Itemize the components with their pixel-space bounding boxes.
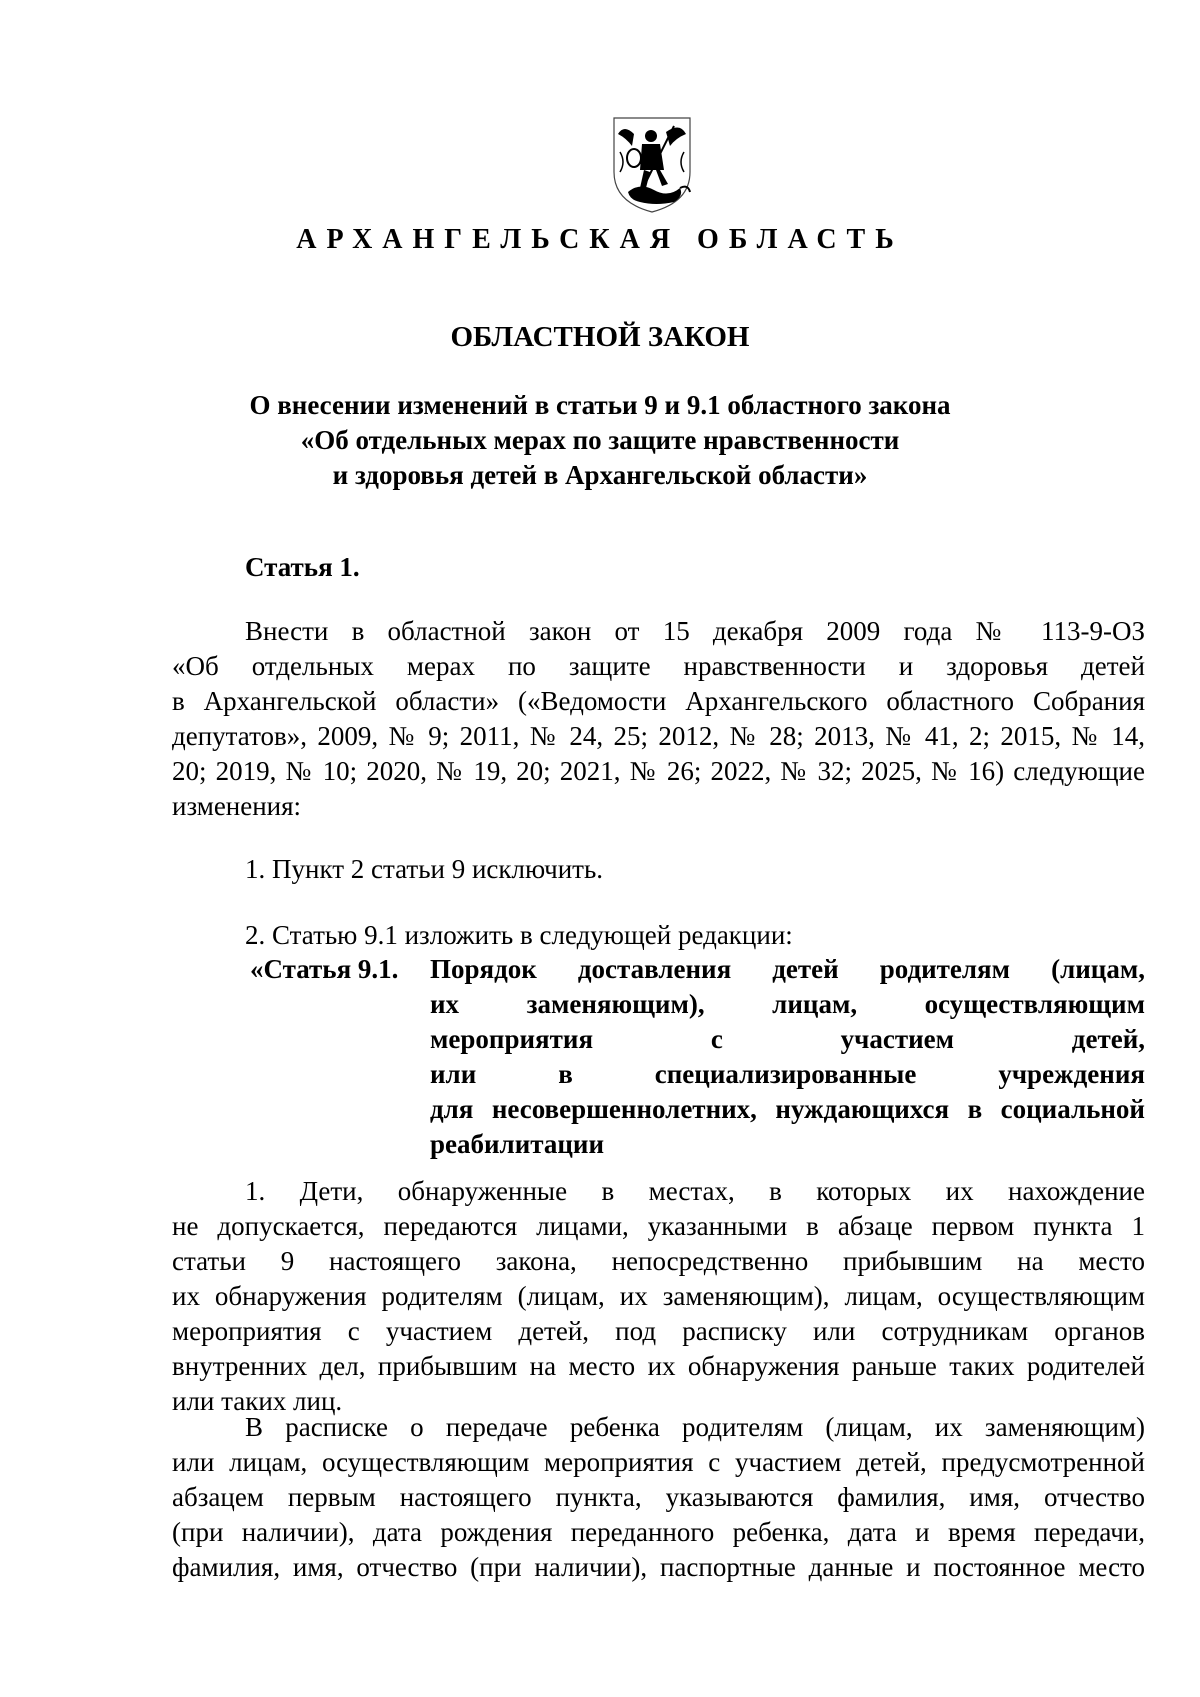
paragraph-line: «Об отдельных мерах по защите нравственности и здоровья детей xyxy=(172,651,1145,681)
paragraph-line: или лицам, осуществляющим мероприятия с участием детей, предусмотренной xyxy=(172,1447,1145,1477)
paragraph-line: не допускается, передаются лицами, указанными в абзаце первом пункта 1 xyxy=(172,1211,1145,1241)
paragraph-line: изменения: xyxy=(172,791,302,821)
paragraph-line: их обнаружения родителям (лицам, их заменяющим), лицам, осуществляющим xyxy=(172,1281,1145,1311)
paragraph-line: мероприятия с участием детей, под расписку или сотрудникам органов xyxy=(172,1316,1145,1346)
paragraph-line: абзацем первым настоящего пункта, указываются фамилия, имя, отчество xyxy=(172,1482,1145,1512)
paragraph-line: В расписке о передаче ребенка родителям (лицам, их заменяющим) xyxy=(245,1412,1145,1442)
paragraph-line: (при наличии), дата рождения переданного ребенка, дата и время передачи, xyxy=(172,1517,1145,1547)
title-line: мероприятия с участием детей, xyxy=(430,1024,1145,1054)
law-title-line: и здоровья детей в Архангельской области» xyxy=(332,460,868,490)
law-title-line: «Об отдельных мерах по защите нравственности xyxy=(300,425,900,455)
paragraph-line: внутренних дел, прибывшим на место их обнаружения раньше таких родителей xyxy=(172,1351,1145,1381)
article-1-intro-paragraph xyxy=(172,614,1145,824)
article-9-1-title xyxy=(430,952,1145,1162)
paragraph-line: 1. Пункт 2 статьи 9 исключить. xyxy=(245,854,604,884)
title-line: их заменяющим), лицам, осуществляющим xyxy=(430,989,1145,1019)
region-name: АРХАНГЕЛЬСКАЯ ОБЛАСТЬ xyxy=(296,224,904,255)
amendment-item-1 xyxy=(172,852,1145,887)
law-title xyxy=(180,388,1020,493)
article-9-1-paragraph-1 xyxy=(172,1174,1145,1419)
paragraph-line: Внести в областной закон от 15 декабря 2009 года № 113-9-ОЗ xyxy=(245,616,1145,646)
paragraph-line: депутатов», 2009, № 9; 2011, № 24, 25; 2012, № 28; 2013, № 41, 2; 2015, № 14, xyxy=(172,721,1145,751)
paragraph-line: фамилия, имя, отчество (при наличии), паспортные данные и постоянное место xyxy=(172,1552,1145,1582)
title-line: для несовершеннолетних, нуждающихся в социальной xyxy=(430,1094,1145,1124)
paragraph-line: в Архангельской области» («Ведомости Архангельского областного Собрания xyxy=(172,686,1145,716)
article-1-heading: Статья 1. xyxy=(245,552,360,582)
paragraph-line: 1. Дети, обнаруженные в местах, в которых их нахождение xyxy=(245,1176,1145,1206)
title-line: или в специализированные учреждения xyxy=(430,1059,1145,1089)
paragraph-line: 20; 2019, № 10; 2020, № 19, 20; 2021, № 26; 2022, № 32; 2025, № 16) следующие xyxy=(172,756,1145,786)
law-type-heading: ОБЛАСТНОЙ ЗАКОН xyxy=(450,321,750,353)
article-9-1-receipt-paragraph xyxy=(172,1410,1145,1585)
article-9-1-label: «Статья 9.1. xyxy=(250,954,399,984)
paragraph-line: статьи 9 настоящего закона, непосредственно прибывшим на место xyxy=(172,1246,1145,1276)
paragraph-line: 2. Статью 9.1 изложить в следующей редакции: xyxy=(245,920,793,950)
paragraph-line: или таких лиц. xyxy=(172,1386,343,1416)
amendment-item-2 xyxy=(172,918,1145,953)
law-title-line: О внесении изменений в статьи 9 и 9.1 областного закона xyxy=(249,390,951,420)
coat-of-arms-emblem xyxy=(604,112,700,216)
title-line: Порядок доставления детей родителям (лицам, xyxy=(430,954,1145,984)
title-line: реабилитации xyxy=(430,1129,605,1159)
